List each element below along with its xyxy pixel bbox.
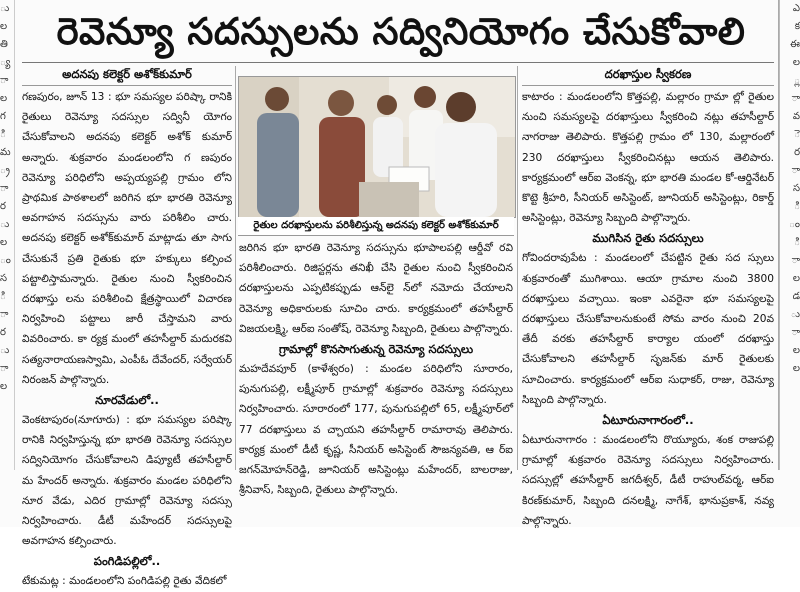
edge-fragment: ్ల (794, 75, 800, 86)
paragraph: ఏటూరునాగారం : మండలంలోని రొయ్యూరు, శంక రాజుపల్లి గ్రామాల్లో శుక్రవారం రెవెన్యూ సదస్సులు నిర్వహించారు. సదస్సుల్లో తహసీల్దార్ జగదీశ్వర్, డీటీ రాహుల్‌వర్మ, ఆర్ఐ కిరణ్‌కుమార్, సిబ్బంది దనలక్ష్మి, నాగేశ్, భానుప్రకాశ్, నవ్య పాల్గొన్నారు. (522, 434, 774, 527)
paragraph: కాటారం : మండలంలోని కొత్తపల్లి, మల్లారం గ్రామా ల్లో రైతుల నుంచి సమస్యలపై దరఖాస్తులు స్వీకరించి నట్లు తహసీల్దార్ నాగరాజు తెలిపారు. కొత్తపల్లి గ్రామం లో 130, మల్లారంలో 230 దరఖాస్తులు స్వీకరించినట్లు ఆయన తెలిపారు. కార్యక్రమంలో ఆర్ఐ వెంకన్న, భూ భారతి మండల కో-ఆర్డినేటర్ కొట్టె శ్రీహరి, సీనియర్ అసిస్టెంట్, జూనియర్ అసిస్టెంట్లు, రికార్డ్ అసిస్టెంట్లు, రెవెన్యూ సిబ్బంది పాల్గొన్నారు. (522, 91, 774, 225)
edge-fragment: ు (0, 219, 10, 230)
edge-fragment: ి (794, 201, 800, 212)
divider (522, 85, 774, 86)
subheading: ఏటూరునాగారంలో.. (602, 413, 694, 428)
edge-fragment: ల (792, 345, 800, 356)
edge-fragment: ు (0, 345, 10, 356)
edge-fragment: ా (791, 327, 800, 338)
edge-fragment: ల (792, 363, 800, 374)
photo-caption: రైతుల దరఖాస్తులను పరిశీలిస్తున్న అదనపు కలెక్టర్ అశోక్‌కుమార్ (238, 217, 514, 236)
edge-fragment: ఎ (792, 3, 800, 14)
edge-fragment: ు (0, 3, 10, 14)
headline-rule (22, 62, 774, 63)
edge-fragment: ర (0, 327, 6, 338)
edge-fragment: ర (794, 147, 800, 158)
edge-fragment: ా (0, 75, 9, 86)
edge-fragment: ా (0, 363, 9, 374)
edge-fragment: ల (0, 21, 8, 32)
column-divider (778, 0, 779, 470)
column-divider (235, 66, 236, 470)
paragraph: గోవిందరావుపేట : మండలంలో చేపట్టిన రైతు సద స్సులు శుక్రవారంతో ముగిశాయి. ఆయా గ్రామాల నుంచి 3800 దరఖాస్తులు వచ్చాయి. ఇంకా ఎవరైనా భూ సమస్యలపై దరఖాస్తులు చేసుకోవాలనుకుంటే సోమ వారం నుంచి 20వ తేదీ వరకు తహసీల్దార్ కార్యాల యంలో దరఖాస్తు చేసుకోవాలని తహసీల్దార్ సృజన్‌కు మార్ రైతులకు సూచించారు. కార్యక్రమంలో ఆర్ఐ సుధాకర్, రాజు, రెవెన్యూ సిబ్బంది పాల్గొన్నారు. (522, 252, 774, 406)
paragraph: జరిగిన భూ భారతి రెవెన్యూ సదస్సును భూపాలపల్లి ఆర్డీవో రవి పరిశీలించారు. రిజిస్టర్లను తనిఖీ చేసి రైతుల నుంచి స్వీకరించిన దరఖాస్తులను ఎప్పటికప్పుడు ఆన్‌లై న్‌లో నమోదు చేయాలని రెవెన్యూ అధికారులకు సూచిం చారు. కార్యక్రమంలో తహసీల్దార్ విజయలక్ష్మి, ఆర్ఐ సంతోష్, రెవెన్యూ సిబ్బంది, రైతులు పాల్గొన్నారు. (239, 242, 513, 335)
edge-fragment: ి (0, 129, 6, 140)
edge-fragment: ల (792, 57, 800, 68)
subheading: ముగిసిన రైతు సదస్సులు (592, 231, 704, 246)
edge-fragment: తి (0, 39, 8, 50)
edge-fragment: ల (0, 93, 8, 104)
edge-fragment: ఈ (790, 39, 800, 50)
edge-fragment: స (0, 273, 8, 284)
paragraph: మహదేవపూర్ (కాళేశ్వరం) : మండల పరిధిలోని సూరారం, పునుగుపల్లి, లక్ష్మీపూర్ గ్రామాల్లో శుక్రవారం రెవెన్యూ సదస్సులు నిర్వహించారు. సూరారంలో 177, పునుగుపల్లిలో 65, లక్ష్మీపూర్‌లో 77 దరఖాస్తులు వ చ్చాయని తహసీల్దార్ రామారావు తెలిపారు. కార్యక్ర మంలో డీటీ కృష్ణ, సీనియర్ అసిస్టెంట్ సౌజన్యవతి, ఆ ర్ఐ జగన్‌మోహన్‌రెడ్డి, జూనియర్ అసిస్టెంట్లు మహేందర్, బాలరాజు, శ్రీనివాస్, సిబ్బంది, రైతులు పాల్గొన్నారు. (239, 363, 513, 497)
edge-fragment: క (794, 21, 800, 32)
edge-fragment: ల (792, 273, 800, 284)
article-column-2 (239, 238, 513, 497)
subheading: గ్రామాల్లో కొనసాగుతున్న రెవెన్యూ సదస్సులు (278, 342, 474, 357)
headline: రెవెన్యూ సదస్సులను సద్వినియోగం చేసుకోవాలి (56, 10, 746, 53)
news-photo (238, 76, 516, 218)
paragraph: గణపురం, జూన్ 13 : భూ సమస్యల పరిష్కా రానికి రైతులు రెవెన్యూ సదస్సుల సద్వినీ యోగం చేసుకోవాలని అదనపు కలెక్టర్ అశోక్ కుమార్ అన్నారు. శుక్రవారం మండలంలోని గ ణపురం రెవెన్యూ పరిధిలోని అప్పయ్యపల్లి గ్రామం లోని ప్రాథమిక పాఠశాలలో జరిగిన భూ భారతి రెవెన్యూ అవగాహన సదస్సును వారు పరిశీలిం చారు. అదనపు కలెక్టర్ అశోక్‌కుమార్ మాట్లాడు తూ సాగు చేసుకునే ప్రతి రైతుకు భూ హక్కులు కల్పించ పట్టాలిస్తామన్నారు. రైతుల నుంచి స్వీకరించిన దరఖాస్తు లను పరిశీలించి క్షేత్రస్థాయిలో విచారణ నిర్వహించి పట్టాలు జారీ చేస్తామని వారు వివరించారు. కా ర్యక్ర మంలో తహసీల్దార్ మదురకవి సత్యనారాయణస్వామి, ఎంపీఓ దేవేందర్, సర్వేయర్ నిరంజన్ పాల్గొన్నారు. (22, 91, 232, 386)
edge-fragment: ా (0, 183, 9, 194)
edge-fragment: ి (794, 237, 800, 248)
article-column-3 (522, 64, 774, 527)
byline: అదనపు కలెక్టర్ అశోక్‌కుమార్ (62, 67, 192, 81)
article-column-1 (22, 64, 232, 588)
edge-fragment: ా (791, 165, 800, 176)
edge-fragment: వ (792, 111, 800, 122)
edge-fragment: ర (0, 201, 6, 212)
photo-illustration (239, 77, 515, 217)
edge-fragment: గ (0, 111, 6, 122)
edge-fragment: ్య (0, 57, 11, 68)
paragraph: టేకుమట్ల : మండలంలోని పంగిడిపల్లి రైతు వేదికలో (22, 575, 227, 588)
edge-fragment: ి (0, 291, 6, 302)
edge-fragment: స (792, 183, 800, 194)
subheading: నూరవేడులో.. (95, 393, 159, 408)
paragraph: వెంకటాపురం(నూగూరు) : భూ సమస్యల పరిష్కా రానికి నిర్వహిస్తున్న భూ భారతి రెవెన్యూ సదస్సుల సద్వినియోగం చేసుకోవాలని డిప్యూటీ తహసీల్దార్ మ హేందర్ అన్నారు. శుక్రవారం మండల పరిధిలోని నూర వేడు, ఎదిర గ్రామాల్లో రెవెన్యూ సదస్సు నిర్వహించారు. డీటీ మహేందర్ సదస్సులపై అవగాహన కల్పించారు. (22, 414, 232, 548)
edge-fragment: ల (0, 237, 8, 248)
edge-fragment: ా (0, 309, 9, 320)
column-divider (517, 66, 518, 470)
left-edge-text (0, 0, 15, 470)
edge-fragment: ం (789, 219, 800, 230)
edge-fragment: మ (0, 147, 11, 158)
subheading: పంగిడిపల్లిలో.. (93, 554, 161, 569)
edge-fragment: ం (0, 255, 11, 266)
edge-fragment: ు (790, 309, 800, 320)
edge-fragment: ా (791, 93, 800, 104)
divider (22, 85, 232, 86)
edge-fragment: ా (791, 255, 800, 266)
subheading: దరఖాస్తుల స్వీకరణ (604, 67, 692, 81)
edge-fragment: ్ర (0, 165, 10, 176)
edge-fragment: ల (0, 381, 8, 392)
right-edge-text (779, 0, 800, 470)
edge-fragment: ె (794, 129, 800, 140)
edge-fragment: డ (792, 291, 800, 302)
